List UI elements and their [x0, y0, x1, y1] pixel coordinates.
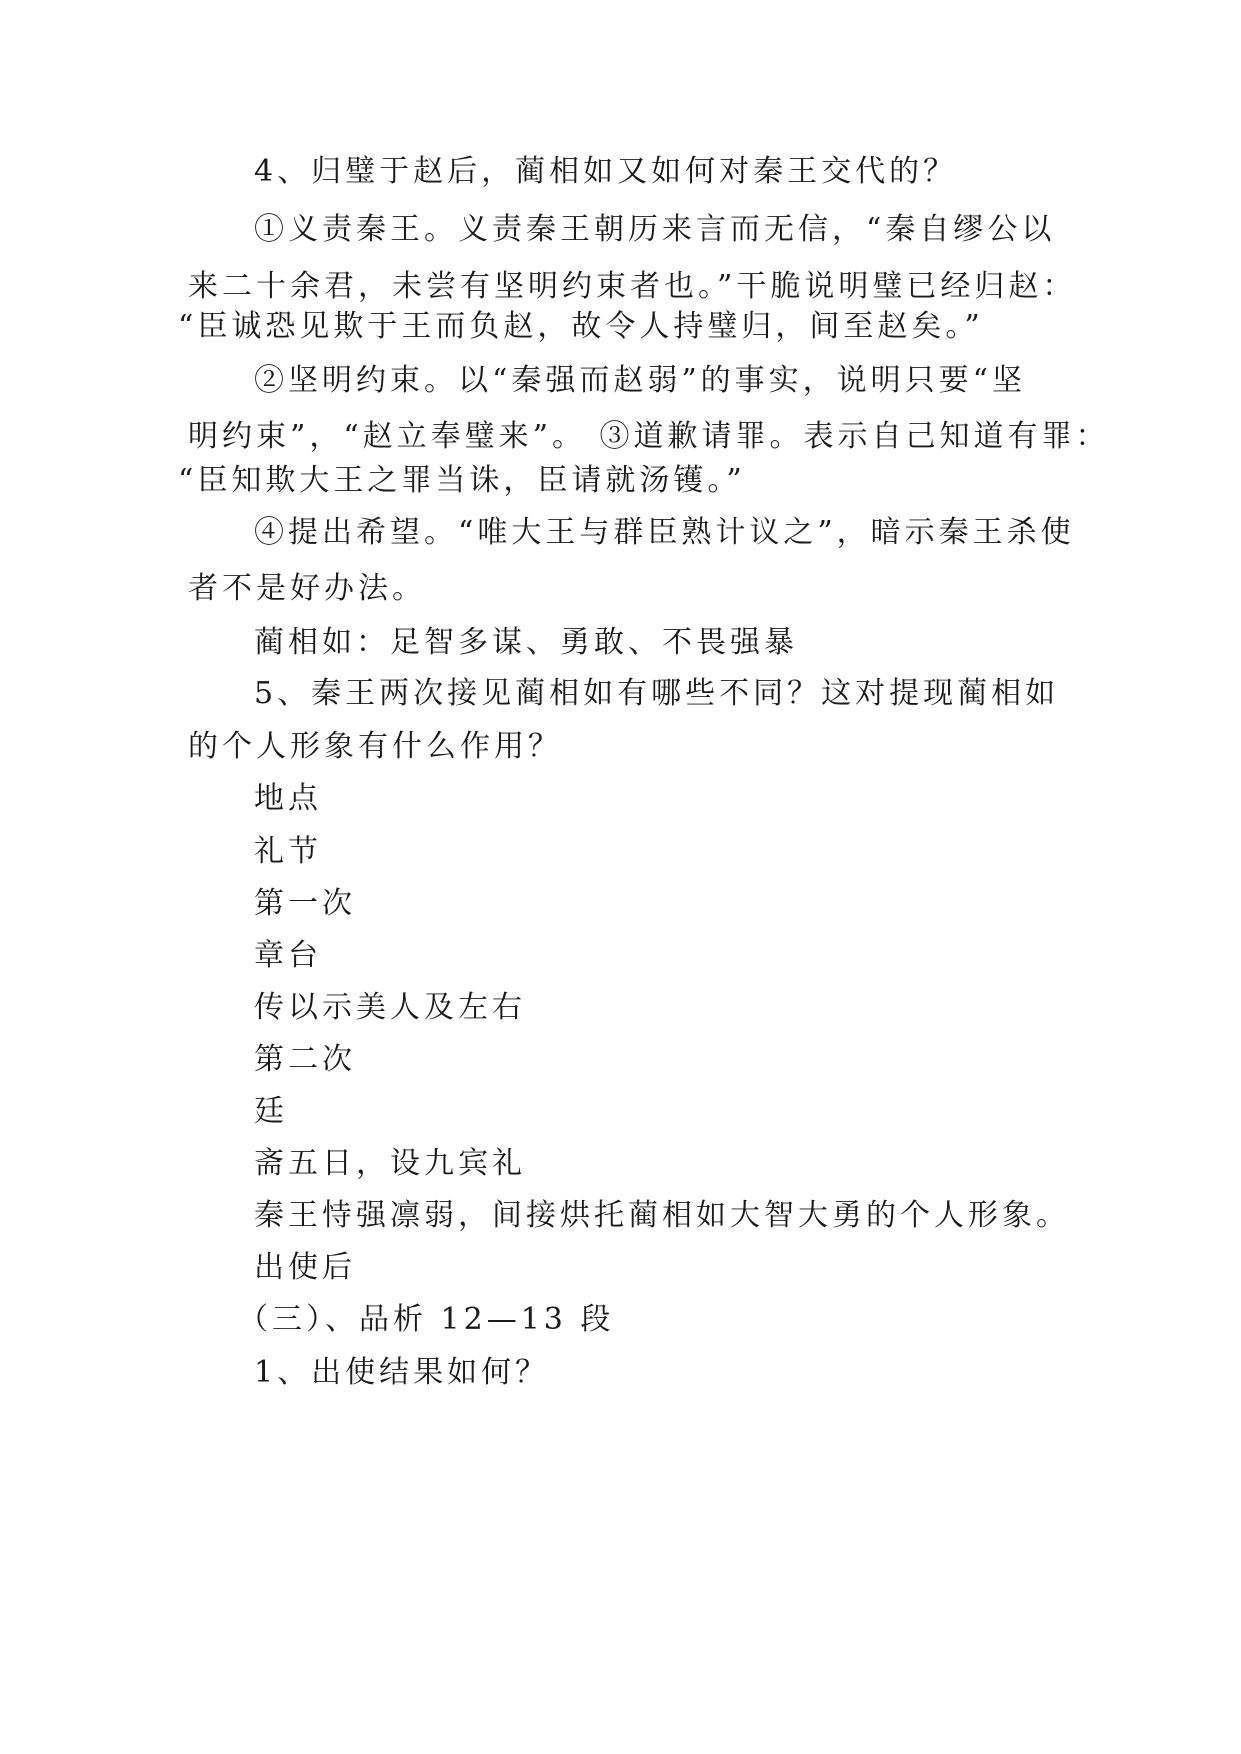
table-cell: 传以示美人及左右 — [254, 990, 526, 1025]
question-4: 4、归璧于赵后，蔺相如又如何对秦王交代的？ — [254, 154, 958, 189]
table-cell: 第二次 — [254, 1042, 356, 1077]
table-cell: 出使后 — [254, 1250, 356, 1285]
paragraph-line: 的个人形象有什么作用？ — [188, 729, 562, 764]
table-cell: 礼节 — [254, 834, 322, 869]
question-1: 1、出使结果如何？ — [254, 1355, 550, 1390]
paragraph-line: ②坚明约束。以“秦强而赵弱”的事实，说明只要“坚 — [254, 363, 1027, 398]
question-5: 5、秦王两次接见蔺相如有哪些不同？这对提现蔺相如 — [254, 676, 1060, 711]
table-cell: 章台 — [254, 938, 322, 973]
table-cell: 地点 — [254, 781, 322, 816]
table-cell: 廷 — [254, 1094, 288, 1129]
table-cell: 斋五日，设九宾礼 — [254, 1146, 526, 1181]
paragraph-line: “臣知欺大王之罪当诛，臣请就汤镬。” — [178, 463, 746, 498]
paragraph-line: 秦王恃强凛弱，间接烘托蔺相如大智大勇的个人形象。 — [254, 1198, 1070, 1233]
paragraph-line: ④提出希望。“唯大王与群臣熟计议之”，暗示秦王杀使 — [254, 515, 1075, 550]
paragraph-line: “臣诚恐见欺于王而负赵，故令人持璧归，间至赵矣。” — [178, 309, 984, 344]
paragraph-line: 者不是好办法。 — [188, 571, 426, 606]
paragraph-line: 明约束”，“赵立奉璧来”。 ③道歉请罪。表示自己知道有罪： — [188, 419, 1110, 454]
paragraph-line: 来二十余君，未尝有坚明约束者也。”干脆说明璧已经归赵： — [188, 269, 1077, 304]
paragraph-line: 蔺相如：足智多谋、勇敢、不畏强暴 — [254, 625, 798, 660]
paragraph-line: ①义责秦王。义责秦王朝历来言而无信，“秦自缪公以 — [254, 212, 1056, 247]
section-heading: （三）、品析 12—13 段 — [238, 1302, 615, 1337]
table-cell: 第一次 — [254, 886, 356, 921]
